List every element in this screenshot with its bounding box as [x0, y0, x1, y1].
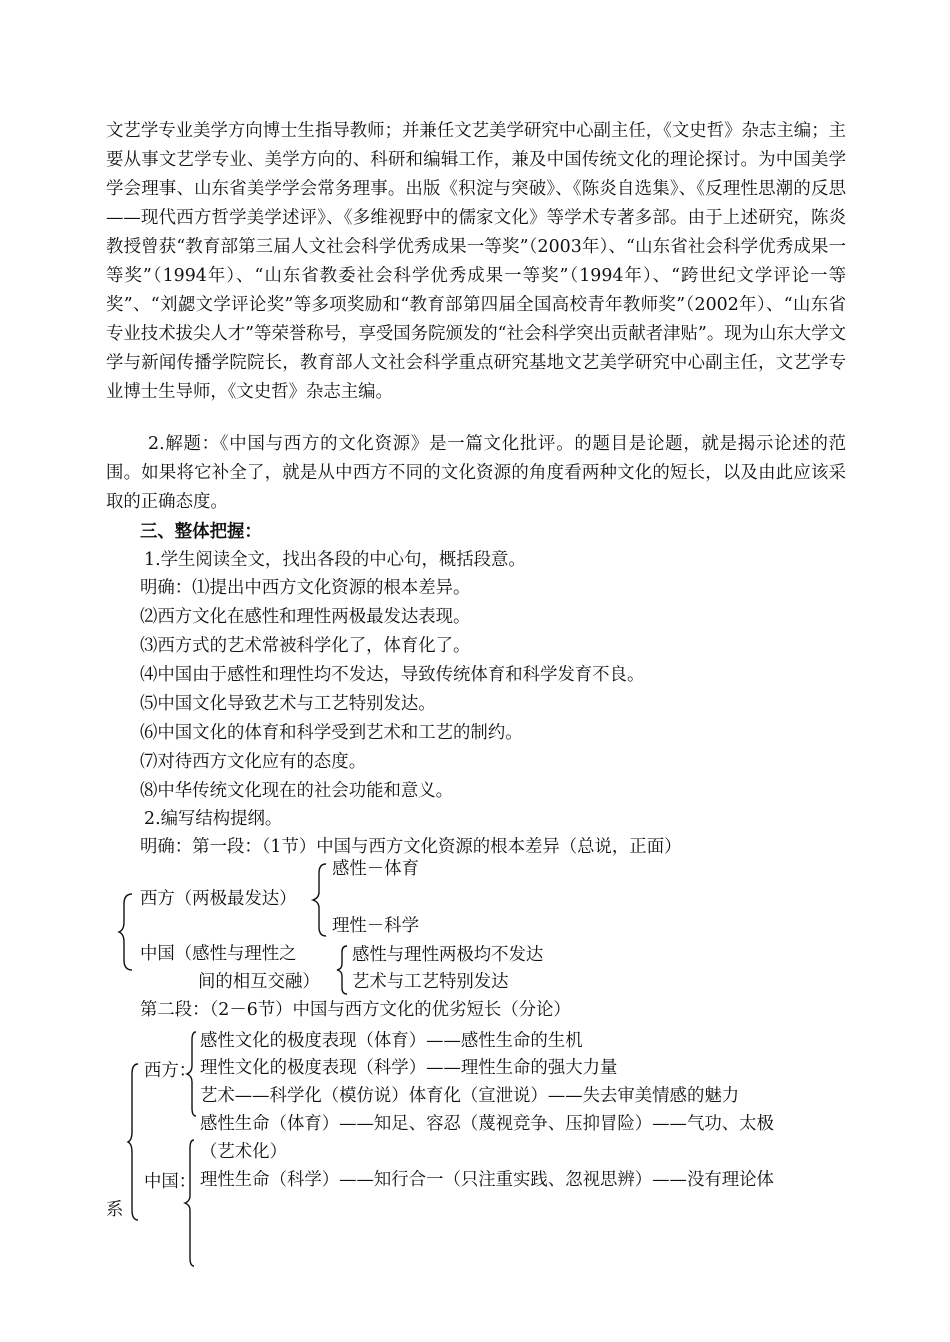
part2-china-item-1-cont: （艺术化）	[200, 1142, 287, 1162]
point-1: 明确：⑴提出中西方文化资源的根本差异。	[140, 578, 471, 598]
bio-paragraph: 文艺学专业美学方向博士生指导教师；并兼任文艺美学研究中心副主任，《文史哲》杂志主编；主要从事文艺学专业、美学方向的、科研和编辑工作，兼及中国传统文化的理论探讨。为中国美学学会理事、山东省美学学会常务理事。出版《积淀与突破》、《陈炎自选集》、《反理性思潮的反思——现代西方哲学美学述评》、《多维视野中的儒家文化》等学术专著多部。由于上述研究，陈炎教授曾获“教育部第三届人文社会科学优秀成果一等奖”（2003年）、“山东省社会科学优秀成果一等奖”（1994年）、“山东省教委社会科学优秀成果一等奖”（1994年）、“跨世纪文学评论一等奖”、“刘勰文学评论奖”等多项奖励和“教育部第四届全国高校青年教师奖”（2002年）、“山东省专业技术拔尖人才”等荣誉称号，享受国务院颁发的“社会科学突出贡献者津贴”。现为山东大学文学与新闻传播学院院长，教育部人文社会科学重点研究基地文艺美学研究中心副主任，文艺学专业博士生导师，《文史哲》杂志主编。	[106, 121, 846, 402]
task-1: 1.学生阅读全文，找出各段的中心句，概括段意。	[144, 550, 526, 570]
part2-china-brace-icon	[182, 1138, 196, 1268]
part1-china-item-1: 感性与理性两极均不发达	[352, 945, 544, 965]
part1-west-item-2: 理性－科学	[332, 916, 419, 936]
part2-west-label-text: 西方	[144, 1061, 179, 1081]
section-heading: 三、整体把握：	[140, 522, 262, 542]
part1-china-label-1: 中国（感性与理性之	[140, 944, 297, 964]
outline-intro: 明确：第一段：（1节）中国与西方文化资源的根本差异（总说，正面）	[140, 837, 682, 857]
part2-west-item-3: 艺术——科学化（模仿说）体育化（宣泄说）——失去审美情感的魅力	[200, 1086, 740, 1106]
part1-china-label-2: 间的相互交融）	[198, 972, 320, 992]
point-4: ⑷中国由于感性和理性均不发达，导致传统体育和科学发育不良。	[140, 665, 645, 685]
task-2: 2.编写结构提纲。	[144, 809, 283, 829]
point-8: ⑻中华传统文化现在的社会功能和意义。	[140, 781, 454, 801]
point-3: ⑶西方式的艺术常被科学化了，体育化了。	[140, 636, 471, 656]
point-7: ⑺对待西方文化应有的态度。	[140, 752, 367, 772]
west-brace-icon	[310, 862, 330, 938]
part1-west-label: 西方（两极最发达）	[140, 889, 297, 909]
part2-west-brace-icon	[184, 1030, 198, 1118]
part2-china-item-2: 理性生命（科学）——知行合一（只注重实践、忽视思辨）——没有理论体	[200, 1170, 774, 1190]
part2-west-item-1: 感性文化的极度表现（体育）——感性生命的生机	[200, 1031, 583, 1051]
point-5: ⑸中国文化导致艺术与工艺特别发达。	[140, 694, 436, 714]
part2-west-item-2: 理性文化的极度表现（科学）——理性生命的强大力量	[200, 1058, 618, 1078]
part2-west-label: 西方：	[144, 1061, 197, 1081]
part2-china-label-text: 中国	[144, 1172, 179, 1192]
part1-china-item-2: 艺术与工艺特别发达	[352, 972, 509, 992]
part2-china-label: 中国：	[144, 1172, 197, 1192]
part2-china-item-1: 感性生命（体育）——知足、容忍（蔑视竞争、压抑冒险）——气功、太极	[200, 1114, 774, 1134]
point-6: ⑹中国文化的体育和科学受到艺术和工艺的制约。	[140, 723, 523, 743]
point-2: ⑵西方文化在感性和理性两极最发达表现。	[140, 607, 471, 627]
part1-west-item-1: 感性－体育	[332, 859, 419, 879]
explanation-paragraph: 2.解题：《中国与西方的文化资源》是一篇文化批评。的题目是论题，就是揭示论述的范围。如果将它补全了，就是从中西方不同的文化资源的角度看两种文化的短长，以及由此应该采取的正确态度。	[106, 434, 846, 512]
outer-brace-icon	[118, 892, 138, 972]
part2-title: 第二段：（2－6节）中国与西方文化的优劣短长（分论）	[140, 1000, 571, 1020]
part2-china-item-2-cont: 系	[106, 1200, 124, 1220]
china-brace-icon	[334, 944, 350, 996]
part2-outer-brace-icon	[126, 1062, 142, 1222]
